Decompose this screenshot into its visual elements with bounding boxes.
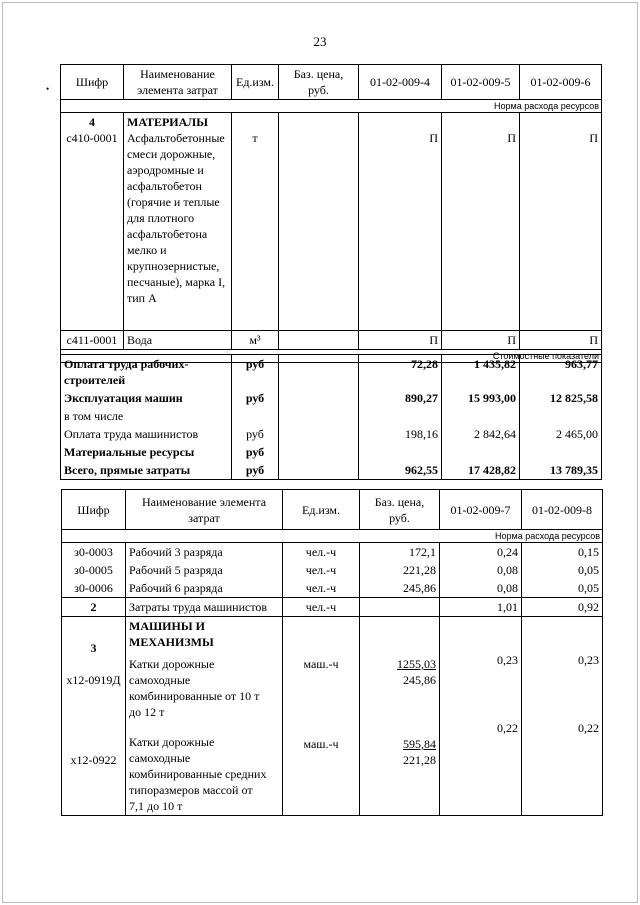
cost-unit: руб xyxy=(232,461,279,480)
row-base-price xyxy=(279,113,359,331)
header-code: Шифр xyxy=(62,490,126,530)
norm-label: Норма расхода ресурсов xyxy=(61,100,602,113)
header-unit: Ед.изм. xyxy=(232,65,279,100)
cost-row xyxy=(61,355,602,390)
cost-row xyxy=(61,389,602,407)
cost-value-2: 15 993,00 xyxy=(442,389,520,407)
table-row xyxy=(62,543,603,562)
worker-unit: чел.-ч xyxy=(283,543,360,562)
unit-value: м³ xyxy=(232,331,279,350)
resource-name-line: тип А xyxy=(127,291,157,305)
worker-code: з0-0005 xyxy=(62,561,126,579)
cost-value-1: 962,55 xyxy=(359,461,442,480)
table-row xyxy=(62,579,603,598)
worker-name: Рабочий 5 разряда xyxy=(126,561,283,579)
cost-row xyxy=(61,407,602,425)
machines-base-cell xyxy=(360,617,440,816)
worker-value-2: 0,05 xyxy=(522,579,603,598)
cost-value-2: 17 428,82 xyxy=(442,461,520,480)
machine-base-labor: 245,86 xyxy=(403,673,436,687)
header-col-1: 01-02-009-4 xyxy=(359,65,442,100)
section-number: 4 xyxy=(89,115,95,129)
row-value-3 xyxy=(520,113,602,331)
worker-base: 172,1 xyxy=(360,543,440,562)
resource-name-line: асфальтобетона xyxy=(127,227,208,241)
header-col-3: 01-02-009-6 xyxy=(520,65,602,100)
machine-base-price: 595,84 xyxy=(403,737,436,751)
labor-name: Затраты труда машинистов xyxy=(126,598,283,617)
machine-unit: маш.-ч xyxy=(303,737,339,751)
labor-value-1: 1,01 xyxy=(440,598,522,617)
resource-name-line: для плотного xyxy=(127,211,195,225)
labor-unit: чел.-ч xyxy=(283,598,360,617)
machine-value-1: 0,23 xyxy=(497,653,518,667)
value-cell: П xyxy=(359,331,442,350)
worker-value-2: 0,05 xyxy=(522,561,603,579)
machine-code: х12-0919Д xyxy=(66,673,121,687)
cost-unit: руб xyxy=(232,425,279,443)
machine-unit: маш.-ч xyxy=(303,657,339,671)
cost-row xyxy=(61,443,602,461)
resource-table-materials xyxy=(60,64,602,363)
cost-unit: руб xyxy=(232,443,279,461)
cost-name: в том числе xyxy=(61,407,232,425)
worker-unit: чел.-ч xyxy=(283,561,360,579)
resource-name-line: асфальтобетон xyxy=(127,179,202,193)
machines-names-cell xyxy=(126,617,283,816)
cost-value-1: 72,28 xyxy=(359,355,442,390)
labor-number: 2 xyxy=(62,598,126,617)
machine-value-2: 0,23 xyxy=(578,653,599,667)
labor-value-2: 0,92 xyxy=(522,598,603,617)
table-row xyxy=(62,617,603,816)
cost-value-2: 2 842,64 xyxy=(442,425,520,443)
machine-name-line: Катки дорожные xyxy=(129,735,215,749)
worker-base: 221,28 xyxy=(360,561,440,579)
row-unit xyxy=(232,113,279,331)
machine-value-1: 0,22 xyxy=(497,721,518,735)
machine-name-line: до 12 т xyxy=(129,705,165,719)
cost-row xyxy=(61,425,602,443)
header-unit: Ед.изм. xyxy=(283,490,360,530)
worker-value-1: 0,24 xyxy=(440,543,522,562)
machine-base-labor: 221,28 xyxy=(403,753,436,767)
value-cell: П xyxy=(589,131,598,145)
header-base-price: Баз. цена, руб. xyxy=(279,65,359,100)
resource-table-machines xyxy=(61,489,603,816)
row-value-2 xyxy=(442,113,520,331)
row-name xyxy=(124,113,232,331)
machine-name-line: Катки дорожные xyxy=(129,657,215,671)
resource-name-line: песчаные), марка I, xyxy=(127,275,226,289)
row-base-price xyxy=(279,331,359,350)
table-header-row xyxy=(61,65,602,100)
cost-unit: руб xyxy=(232,355,279,390)
machine-code: х12-0922 xyxy=(70,753,117,767)
table-row xyxy=(62,598,603,617)
machines-section-cell xyxy=(62,617,126,816)
table-row xyxy=(61,113,602,331)
page-number: 23 xyxy=(313,34,327,49)
cost-value-3: 12 825,58 xyxy=(520,389,602,407)
norm-label: Норма расхода ресурсов xyxy=(62,530,603,543)
margin-mark: • xyxy=(46,84,50,94)
machine-name-line: комбинированные от 10 т xyxy=(129,689,260,703)
norm-row xyxy=(61,100,602,113)
worker-value-1: 0,08 xyxy=(440,579,522,598)
cost-value-2: 1 435,82 xyxy=(442,355,520,390)
value-cell: П xyxy=(520,331,602,350)
resource-name-line: Асфальтобетонные xyxy=(127,131,225,145)
worker-code: з0-0003 xyxy=(62,543,126,562)
cost-row xyxy=(61,461,602,480)
header-col-2: 01-02-009-5 xyxy=(442,65,520,100)
resource-name-line: аэродромные и xyxy=(127,163,204,177)
worker-name: Рабочий 6 разряда xyxy=(126,579,283,598)
cost-value-1: 198,16 xyxy=(359,425,442,443)
cost-unit: руб xyxy=(232,389,279,407)
machine-name-line: самоходные xyxy=(129,673,191,687)
row-code xyxy=(61,113,124,331)
resource-name-line: крупнозернистые, xyxy=(127,259,220,273)
table-header-row xyxy=(62,490,603,530)
resource-name-line: мелко и xyxy=(127,243,167,257)
resource-name-line: смеси дорожные, xyxy=(127,147,216,161)
resource-name: Вода xyxy=(124,331,232,350)
cost-value-1: 890,27 xyxy=(359,389,442,407)
resource-code: с410-0001 xyxy=(66,131,118,145)
machine-base-price: 1255,03 xyxy=(397,657,436,671)
section-title: МАТЕРИАЛЫ xyxy=(127,115,208,129)
worker-unit: чел.-ч xyxy=(283,579,360,598)
machines-units-cell xyxy=(283,617,360,816)
cost-indicators-table xyxy=(60,354,602,480)
cost-name: Оплата труда машинистов xyxy=(61,425,232,443)
worker-value-1: 0,08 xyxy=(440,561,522,579)
cost-value-3: 963,77 xyxy=(520,355,602,390)
cost-label: Стоимостные показатели xyxy=(61,350,602,363)
section-title: МАШИНЫ И xyxy=(129,619,205,633)
header-name: Наименование элемента затрат xyxy=(126,490,283,530)
value-cell: П xyxy=(429,131,438,145)
labor-base xyxy=(360,598,440,617)
machine-name-line: комбинированные средних xyxy=(129,767,267,781)
header-base-price: Баз. цена, руб. xyxy=(360,490,440,530)
table-row xyxy=(61,331,602,350)
resource-code: с411-0001 xyxy=(61,331,124,350)
machine-name-line: 7,1 до 10 т xyxy=(129,799,183,813)
machine-name-line: самоходные xyxy=(129,751,191,765)
cost-value-3: 13 789,35 xyxy=(520,461,602,480)
cost-value-3: 2 465,00 xyxy=(520,425,602,443)
table-row xyxy=(62,561,603,579)
section-title: МЕХАНИЗМЫ xyxy=(129,635,214,649)
machine-value-2: 0,22 xyxy=(578,721,599,735)
header-col-1: 01-02-009-7 xyxy=(440,490,522,530)
worker-name: Рабочий 3 разряда xyxy=(126,543,283,562)
value-cell: П xyxy=(507,131,516,145)
cost-name: Эксплуатация машин xyxy=(61,389,232,407)
unit-value: т xyxy=(252,131,258,145)
machines-value-2-cell xyxy=(522,617,603,816)
resource-name-line: (горячие и теплые xyxy=(127,195,220,209)
row-value-1 xyxy=(359,113,442,331)
cost-name: Всего, прямые затраты xyxy=(61,461,232,480)
cost-name: Оплата труда рабочих-строителей xyxy=(61,355,232,390)
worker-code: з0-0006 xyxy=(62,579,126,598)
machines-value-1-cell xyxy=(440,617,522,816)
value-cell: П xyxy=(442,331,520,350)
norm-row xyxy=(62,530,603,543)
header-name: Наименование элемента затрат xyxy=(124,65,232,100)
cost-name: Материальные ресурсы xyxy=(61,443,232,461)
header-col-2: 01-02-009-8 xyxy=(522,490,603,530)
header-code: Шифр xyxy=(61,65,124,100)
section-number: 3 xyxy=(90,641,97,655)
worker-value-2: 0,15 xyxy=(522,543,603,562)
machine-name-line: типоразмеров массой от xyxy=(129,783,253,797)
worker-base: 245,86 xyxy=(360,579,440,598)
